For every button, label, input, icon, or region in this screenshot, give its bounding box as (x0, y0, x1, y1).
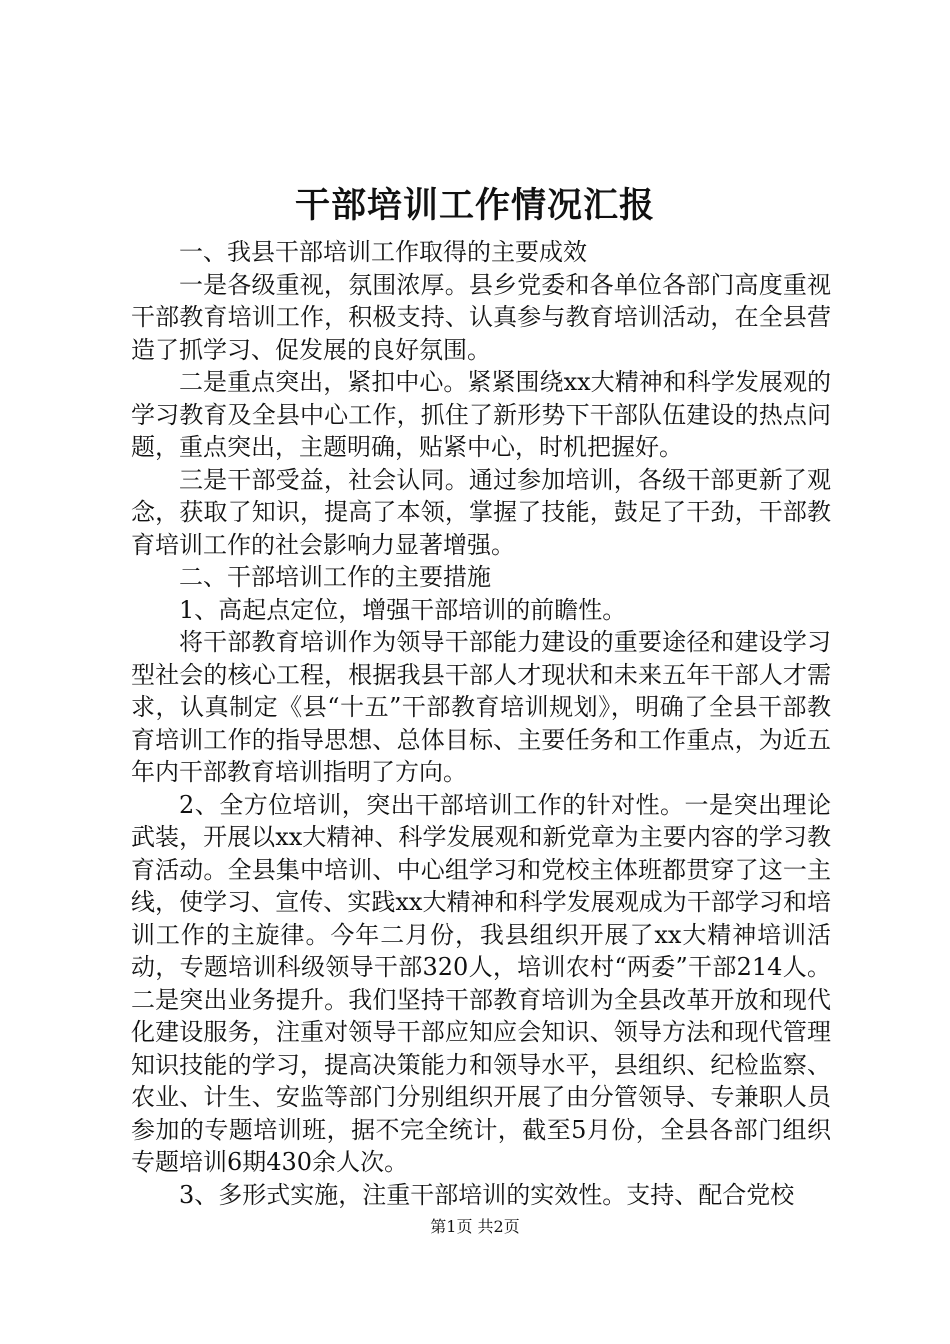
document-title: 干部培训工作情况汇报 (294, 185, 655, 226)
section-heading-1: 一、我县干部培训工作取得的主要成效 (179, 238, 587, 266)
paragraph: 一是各级重视，氛围浓厚。县乡党委和各单位各部门高度重视干部教育培训工作，积极支持、认真参与教育培训活动，在全县营造了抓学习、促发展的良好氛围。 (131, 270, 831, 364)
paragraph: 三是干部受益，社会认同。通过参加培训，各级干部更新了观念，获取了知识，提高了本领，掌握了技能，鼓足了干劲，干部教育培训工作的社会影响力显著增强。 (131, 465, 831, 559)
paragraph: 2、全方位培训，突出干部培训工作的针对性。一是突出理论武装，开展以xx大精神、科学发展观和新党章为主要内容的学习教育活动。全县集中培训、中心组学习和党校主体班都贯穿了这一主线，使学习、宣传、实践xx大精神和科学发展观成为干部学习和培训工作的主旋律。今年二月份，我县组织开展了xx大精神培训活动，专题培训科级领导干部320人，培训农村“两委”干部214人。二是突出业务提升。我们坚持干部教育培训为全县改革开放和现代化建设服务，注重对领导干部应知应会知识、领导方法和现代管理知识技能的学习，提高决策能力和领导水平，县组织、纪检监察、农业、计生、安监等部门分别组织开展了由分管领导、专兼职人员参加的专题培训班，据不完全统计，截至5月份，全县各部门组织专题培训6期430余人次。 (131, 790, 831, 1176)
document-body (131, 236, 831, 1211)
section-heading-2: 二、干部培训工作的主要措施 (179, 563, 491, 591)
paragraph: 将干部教育培训作为领导干部能力建设的重要途径和建设学习型社会的核心工程，根据我县干部人才现状和未来五年干部人才需求，认真制定《县“十五”干部教育培训规划》，明确了全县干部教育培训工作的指导思想、总体目标、主要任务和工作重点，为近五年内干部教育培训指明了方向。 (131, 628, 831, 786)
paragraph: 二是重点突出，紧扣中心。紧紧围绕xx大精神和科学发展观的学习教育及全县中心工作，抓住了新形势下干部队伍建设的热点问题，重点突出，主题明确，贴紧中心，时机把握好。 (131, 368, 831, 461)
subheading: 1、高起点定位，增强干部培训的前瞻性。 (179, 595, 627, 624)
paragraph: 3、多形式实施，注重干部培训的实效性。支持、配合党校 (179, 1180, 795, 1209)
page-footer: 第1页 共2页 (430, 1217, 520, 1236)
